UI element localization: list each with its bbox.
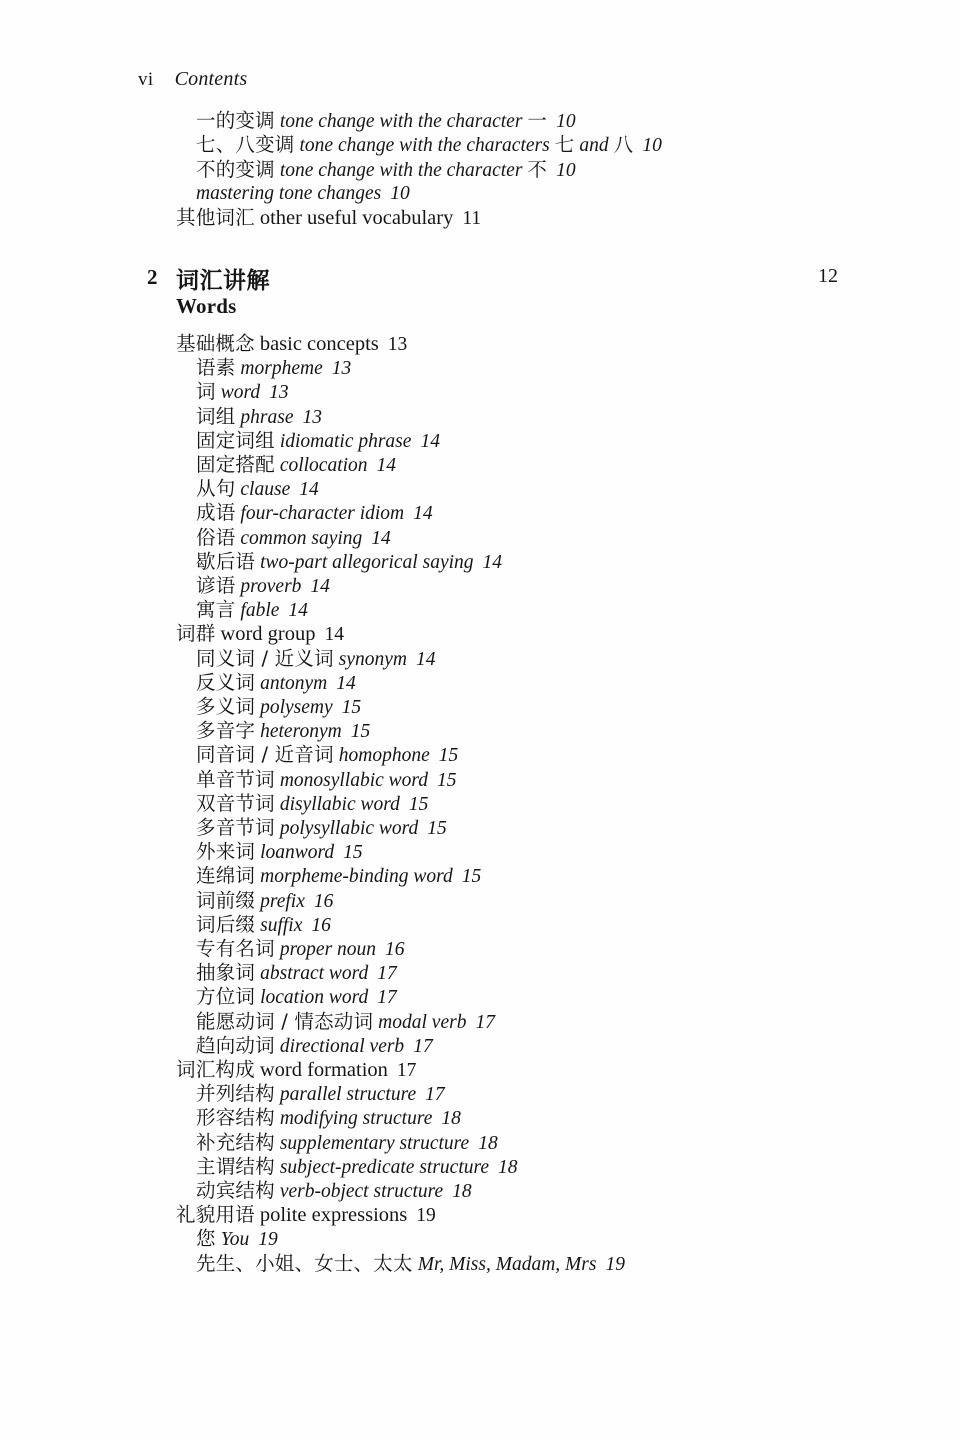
toc-entry[interactable] [196,404,322,428]
toc-entry[interactable] [196,503,433,524]
toc-entry-chinese: 您 [196,1227,216,1251]
toc-entry-english: polite expressions [259,1204,408,1227]
toc-entry-chinese: 词后缀 [196,912,256,936]
toc-entry-page: 14 [288,600,308,622]
toc-entry[interactable] [196,1154,518,1178]
toc-entry-page: 17 [475,1011,495,1033]
toc-entry-english-conjunction: and [579,135,609,157]
toc-entry-english: subject-predicate structure [279,1156,490,1178]
toc-entry-page: 18 [478,1132,498,1154]
toc-entry-chinese: 词群 [176,622,216,646]
toc-entry-page: 15 [343,842,363,864]
chapter-number: 2 [147,265,158,289]
toc-entry-page: 17 [396,1060,417,1081]
toc-entry-chinese: 多音字 [196,719,256,743]
toc-entry-chinese: 不的变调 [196,157,275,181]
toc-entry-page: 17 [425,1084,445,1106]
toc-entry-english: suffix [260,914,303,936]
toc-entry-page: 18 [452,1181,472,1202]
toc-entry-english: loanword [260,842,335,864]
toc-entry-english: mastering tone changes [196,182,382,204]
toc-entry[interactable] [176,624,344,645]
toc-entry[interactable] [196,1229,278,1250]
toc-entry-chinese: 词组 [196,404,236,428]
toc-entry-english: word group [220,623,316,646]
toc-entry-chinese: 其他词汇 [176,206,255,230]
toc-entry-english: abstract word [260,963,369,985]
toc-entry-english: You [220,1229,250,1251]
toc-entry-chinese: 双音节词 [196,791,275,815]
toc-entry-chinese: 先生、小姐、女士、太太 [196,1251,413,1275]
toc-entry[interactable] [196,479,319,500]
toc-entry-english: modifying structure [279,1108,433,1130]
toc-entry-page: 17 [377,987,397,1009]
page-folio: vi [138,69,154,90]
toc-entry-chinese: 动宾结构 [196,1179,275,1202]
toc-entry-page: 18 [498,1156,518,1178]
toc-entry[interactable] [196,745,458,766]
toc-entry-page: 10 [390,182,410,204]
toc-entry-english: tone change with the characters [299,135,550,157]
toc-entry[interactable] [196,1033,433,1057]
toc-entry[interactable] [196,963,397,984]
toc-entry-english: parallel structure [279,1084,417,1106]
toc-entry-english: proverb [240,576,302,597]
toc-entry-page: 14 [420,430,440,452]
toc-entry[interactable] [196,818,447,839]
toc-entry-page: 15 [341,697,362,718]
toc-entry[interactable] [196,382,289,403]
toc-entry-page: 14 [299,479,319,501]
toc-entry-page: 13 [269,382,289,404]
toc-entry-english: two-part allegorical saying [260,551,474,573]
toc-entry-page: 18 [441,1108,461,1130]
toc-entry[interactable] [196,646,436,670]
toc-entry-chinese: 七、八变调 [196,133,295,157]
toc-entry-english: morpheme [240,358,323,380]
toc-entry[interactable] [196,549,503,573]
toc-entry[interactable] [196,135,662,156]
toc-entry[interactable] [196,455,396,476]
toc-entry-chinese: 连绵词 [196,864,256,888]
toc-entry-english: fable [240,600,280,622]
toc-entry-chinese: 成语 [196,501,236,525]
toc-entry[interactable] [196,866,481,887]
toc-entry[interactable] [196,1181,472,1202]
toc-entry-chinese-tail: 一 [527,109,548,132]
running-head-title: Contents [174,68,248,90]
toc-entry[interactable] [196,888,334,912]
toc-entry-english: location word [260,987,369,1009]
chapter-heading [138,262,858,324]
toc-entry-page: 14 [310,576,330,597]
toc-entry-chinese-tail: 不 [527,157,548,181]
toc-entry-english: morpheme-binding word [260,866,453,888]
toc-entry-english: proper noun [279,939,377,960]
toc-entry-english: prefix [260,890,305,912]
toc-entry-page: 15 [350,721,371,743]
toc-entry[interactable] [176,1205,436,1226]
toc-entry-english: common saying [240,527,363,549]
toc-entry-english: polysyllabic word [279,818,419,839]
running-head [138,68,838,96]
toc-entry-chinese: 谚语 [196,574,236,597]
toc-entry-chinese: 能愿动词 / 情态动词 [196,1009,374,1033]
toc-entry-page: 14 [371,527,391,549]
toc-entry-chinese: 礼貌用语 [176,1203,255,1227]
toc-entry-english: other useful vocabulary [259,207,454,230]
toc-entry-english: word formation [259,1059,388,1081]
toc-entry[interactable] [196,1084,445,1105]
toc-entry-chinese: 词 [196,380,216,404]
toc-entry[interactable] [196,358,351,379]
toc-entry-page: 16 [311,914,331,936]
toc-entry-page: 17 [377,963,397,985]
toc-entry[interactable] [196,1130,498,1154]
toc-entry-english: four-character idiom [240,503,405,525]
toc-entry-english: verb-object structure [279,1181,444,1202]
toc-entry-page: 19 [605,1253,625,1275]
chapter-title-chinese: 词汇讲解 [176,268,270,294]
toc-entry-english: basic concepts [259,333,379,355]
toc-entry-chinese: 歇后语 [196,549,256,573]
toc-entry[interactable] [196,912,331,936]
toc-entry[interactable] [176,1060,416,1081]
toc-entry-english: heteronym [260,721,342,743]
toc-entry-page: 11 [462,208,482,230]
toc-entry-chinese: 方位词 [196,985,256,1009]
toc-entry-english: word [220,382,261,404]
toc-entry-english: modal verb [378,1011,467,1033]
toc-entry-page: 19 [416,1205,436,1227]
toc-entry-chinese: 补充结构 [196,1130,275,1154]
toc-entry-page: 10 [556,111,576,132]
toc-entry-page: 14 [482,551,503,573]
chapter-page-number: 12 [818,265,838,287]
toc-entry-english: idiomatic phrase [279,430,412,452]
toc-entry[interactable] [196,111,576,132]
toc-entry[interactable] [196,1251,625,1275]
toc-entry-page: 15 [427,818,447,839]
toc-entry-chinese: 单音节词 [196,767,275,791]
toc-entry-chinese: 反义词 [196,670,256,694]
toc-entry-page: 13 [331,358,352,380]
toc-entry[interactable] [196,791,429,815]
toc-entry[interactable] [196,697,361,718]
toc-entry-chinese: 抽象词 [196,961,256,985]
toc-entry-page: 14 [416,648,436,670]
toc-entry-chinese-tail: 七 [554,133,575,157]
toc-entry-english: homophone [338,745,430,767]
toc-entry-chinese: 一的变调 [196,109,275,132]
toc-entry[interactable] [196,184,410,204]
toc-entry-page: 10 [556,159,576,181]
toc-entry-chinese: 基础概念 [176,332,255,355]
toc-entry-chinese: 同音词 / 近音词 [196,743,334,767]
toc-entry[interactable] [176,334,407,355]
toc-entry[interactable] [196,525,391,549]
toc-entry-chinese: 主谓结构 [196,1154,275,1178]
toc-entry-english: synonym [338,648,408,670]
toc-entry[interactable] [196,1009,495,1033]
toc-entry-chinese: 多音节词 [196,816,275,839]
toc-entry[interactable] [196,939,405,960]
toc-entry-chinese: 多义词 [196,695,256,718]
toc-entry-chinese: 从句 [196,477,236,501]
toc-entry-page: 19 [258,1229,278,1251]
toc-entry-english: phrase [240,406,294,428]
toc-entry[interactable] [196,1108,461,1129]
toc-entry-english: antonym [260,672,328,694]
toc-entry-english: directional verb [279,1035,405,1057]
toc-entry[interactable] [196,600,308,621]
toc-entry-english: disyllabic word [279,793,400,815]
toc-entry-chinese: 专有名词 [196,937,275,960]
toc-entry-chinese: 形容结构 [196,1106,275,1130]
toc-entry-page: 10 [642,135,662,157]
toc-entry-chinese: 语素 [196,356,236,380]
chapter-title-english: Words [176,294,237,318]
toc-entry-chinese: 寓言 [196,598,236,622]
toc-entry[interactable] [176,208,481,229]
toc-entry-english: polysemy [260,697,333,718]
toc-entry-page: 14 [336,672,356,694]
toc-entry-page: 14 [376,455,397,476]
toc-entry[interactable] [196,428,440,452]
toc-entry-english: monosyllabic word [279,769,429,791]
toc-entry-chinese: 固定词组 [196,428,275,452]
toc-entry-page: 16 [385,939,405,960]
toc-entry-page: 15 [408,793,429,815]
toc-entry-chinese: 同义词 / 近义词 [196,646,334,670]
toc-entry[interactable] [196,670,356,694]
toc-entry-page: 14 [324,624,344,646]
toc-entry-english: supplementary structure [279,1132,470,1154]
toc-entry-chinese: 固定搭配 [196,453,275,476]
toc-entry-page: 14 [413,503,433,525]
toc-entry-chinese: 词前缀 [196,888,256,912]
toc-entry-page: 13 [302,406,322,428]
toc-entry-chinese: 并列结构 [196,1082,275,1106]
toc-entry-chinese: 俗语 [196,525,236,549]
toc-entry-page: 16 [313,890,334,912]
toc-entry-page: 15 [438,745,459,767]
toc-entry-page: 15 [437,769,457,791]
toc-entry-page: 17 [413,1035,433,1057]
toc-entry-english: clause [240,479,291,501]
toc-entry-english: collocation [279,455,368,476]
toc-entry-english: tone change with the character [279,159,523,181]
toc-entry[interactable] [196,987,397,1008]
toc-entry-chinese-tail2: 八 [613,133,634,157]
toc-entry-page: 15 [461,866,482,888]
toc-entry[interactable] [196,576,330,597]
toc-entry[interactable] [196,157,576,181]
toc-entry[interactable] [196,842,363,863]
toc-entry-chinese: 外来词 [196,840,256,864]
toc-entry-chinese: 趋向动词 [196,1033,275,1057]
toc-entry[interactable] [196,767,457,791]
toc-entry-english: tone change with the character [279,111,523,132]
toc-entry-chinese: 词汇构成 [176,1058,255,1081]
toc-entry-english: Mr, Miss, Madam, Mrs [417,1253,597,1275]
toc-entry[interactable] [196,721,370,742]
toc-entry-page: 13 [387,334,408,355]
